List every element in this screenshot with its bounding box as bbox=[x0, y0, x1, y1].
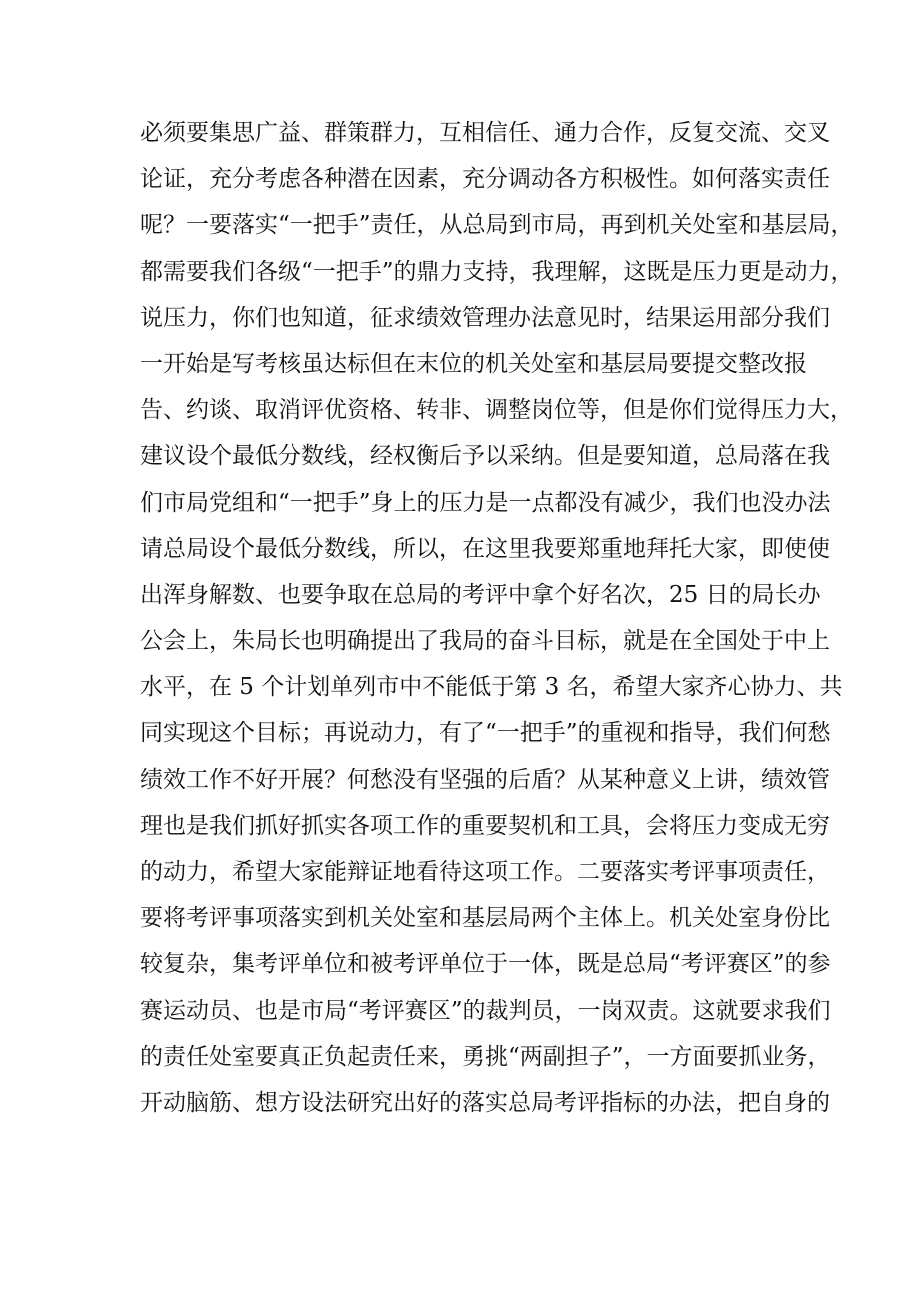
text-line: 赛运动员、也是市局“考评赛区”的裁判员，一岗双责。这就要求我们 bbox=[140, 997, 831, 1024]
text-line: 们市局党组和“一把手”身上的压力是一点都没有减少，我们也没办法 bbox=[140, 489, 831, 516]
text-line: 必须要集思广益、群策群力，互相信任、通力合作，反复交流、交叉 bbox=[140, 120, 830, 146]
text-line: 开动脑筋、想方设法研究出好的落实总局考评指标的办法，把自身的 bbox=[140, 1089, 830, 1116]
text-line: 请总局设个最低分数线，所以，在这里我要郑重地拜托大家，即使使 bbox=[140, 535, 830, 562]
text-line: 告、约谈、取消评优资格、转非、调整岗位等，但是你们觉得压力大， bbox=[140, 397, 853, 424]
text-line: 建议设个最低分数线，经权衡后予以采纳。但是要知道，总局落在我 bbox=[140, 443, 830, 470]
text-line: 说压力，你们也知道，征求绩效管理办法意见时，结果运用部分我们 bbox=[140, 304, 830, 331]
text-line: 要将考评事项落实到机关处室和基层局两个主体上。机关处室身份比 bbox=[140, 905, 830, 932]
text-line: 都需要我们各级“一把手”的鼎力支持，我理解，这既是压力更是动力， bbox=[140, 258, 854, 285]
text-line: 同实现这个目标；再说动力，有了“一把手”的重视和指导，我们何愁 bbox=[140, 720, 831, 747]
text-line: 论证，充分考虑各种潜在因素，充分调动各方积极性。如何落实责任 bbox=[140, 166, 830, 193]
text-line: 理也是我们抓好抓实各项工作的重要契机和工具，会将压力变成无穷 bbox=[140, 812, 830, 839]
text-line: 一开始是写考核虽达标但在末位的机关处室和基层局要提交整改报 bbox=[140, 350, 807, 377]
text-line: 绩效工作不好开展？何愁没有坚强的后盾？从某种意义上讲，绩效管 bbox=[140, 766, 830, 793]
text-line: 的动力，希望大家能辩证地看待这项工作。二要落实考评事项责任， bbox=[140, 859, 830, 885]
text-line: 的责任处室要真正负起责任来，勇挑“两副担子”，一方面要抓业务， bbox=[140, 1043, 831, 1070]
text-line: 出浑身解数、也要争取在总局的考评中拿个好名次，25 日的局长办 bbox=[140, 581, 821, 608]
text-line: 公会上，朱局长也明确提出了我局的奋斗目标，就是在全国处于中上 bbox=[140, 628, 830, 655]
text-line: 水平，在 5 个计划单列市中不能低于第 3 名，希望大家齐心协力、共 bbox=[140, 674, 843, 701]
text-line: 呢？一要落实“一把手”责任，从总局到市局，再到机关处室和基层局， bbox=[140, 212, 854, 239]
text-line: 较复杂，集考评单位和被考评单位于一体，既是总局“考评赛区”的参 bbox=[140, 951, 831, 978]
body-text bbox=[140, 110, 854, 1126]
